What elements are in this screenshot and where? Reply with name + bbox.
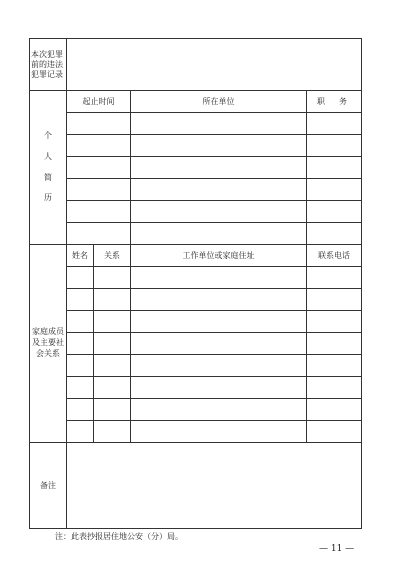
resume-row [30,135,362,157]
family-phone-cell[interactable] [307,289,362,311]
resume-duty-cell[interactable] [307,201,362,223]
resume-unit-cell[interactable] [131,113,307,135]
remarks-row [30,443,362,529]
family-row [30,289,362,311]
family-phone-header: 联系电话 [307,245,362,267]
resume-unit-cell[interactable] [131,157,307,179]
resume-period-cell[interactable] [67,157,131,179]
resume-row [30,201,362,223]
family-row [30,377,362,399]
family-address-cell[interactable] [131,355,307,377]
resume-label: 个人简历 [44,130,52,203]
resume-duty-cell[interactable] [307,113,362,135]
resume-period-header: 起止时间 [67,91,131,113]
prior-crimes-row [30,39,362,91]
family-name-cell[interactable] [67,355,94,377]
family-name-cell[interactable] [67,377,94,399]
resume-period-cell[interactable] [67,135,131,157]
family-relation-cell[interactable] [94,421,131,443]
family-phone-cell[interactable] [307,311,362,333]
family-name-cell[interactable] [67,267,94,289]
remarks-label-cell [30,443,67,529]
family-relation-header: 关系 [94,245,131,267]
resume-unit-cell[interactable] [131,223,307,245]
family-relation-cell[interactable] [94,355,131,377]
family-row [30,421,362,443]
resume-period-cell[interactable] [67,113,131,135]
family-phone-cell[interactable] [307,399,362,421]
page-number: — 11 — [319,544,355,554]
family-row [30,399,362,421]
family-address-cell[interactable] [131,377,307,399]
family-address-header: 工作单位或家庭住址 [131,245,307,267]
resume-period-cell[interactable] [67,179,131,201]
family-relation-cell[interactable] [94,267,131,289]
family-name-cell[interactable] [67,333,94,355]
resume-row [30,223,362,245]
family-relation-cell[interactable] [94,377,131,399]
family-address-cell[interactable] [131,267,307,289]
family-label: 家庭成员及主要社会关系 [32,327,64,358]
family-name-cell[interactable] [67,399,94,421]
prior-crimes-label: 本次犯罪前的违法犯罪记录 [31,49,63,79]
prior-crimes-label-cell [30,39,67,91]
family-row [30,267,362,289]
family-name-header: 姓名 [67,245,94,267]
footer-note: 注：此表抄报居住地公安（分）局。 [55,532,183,541]
family-phone-cell[interactable] [307,333,362,355]
resume-unit-cell[interactable] [131,179,307,201]
family-row [30,311,362,333]
resume-duty-header: 职务 [307,91,362,113]
resume-period-cell[interactable] [67,201,131,223]
resume-row [30,157,362,179]
family-phone-cell[interactable] [307,421,362,443]
resume-unit-cell[interactable] [131,135,307,157]
family-phone-cell[interactable] [307,377,362,399]
resume-unit-header: 所在单位 [131,91,307,113]
family-address-cell[interactable] [131,311,307,333]
resume-unit-cell[interactable] [131,201,307,223]
family-address-cell[interactable] [131,399,307,421]
family-relation-cell[interactable] [94,289,131,311]
family-header-row [30,245,362,267]
family-phone-cell[interactable] [307,267,362,289]
resume-period-cell[interactable] [67,223,131,245]
registration-form-table [29,38,362,529]
family-name-cell[interactable] [67,311,94,333]
family-address-cell[interactable] [131,333,307,355]
remarks-label: 备注 [40,480,56,490]
resume-row [30,113,362,135]
remarks-field[interactable] [67,443,362,529]
family-row [30,355,362,377]
family-name-cell[interactable] [67,421,94,443]
family-relation-cell[interactable] [94,311,131,333]
prior-crimes-field[interactable] [67,39,362,91]
family-relation-cell[interactable] [94,399,131,421]
family-name-cell[interactable] [67,289,94,311]
resume-duty-cell[interactable] [307,157,362,179]
resume-label-cell [30,91,67,245]
family-label-cell [30,245,67,443]
resume-duty-cell[interactable] [307,135,362,157]
resume-duty-cell[interactable] [307,179,362,201]
resume-row [30,179,362,201]
resume-header-row [30,91,362,113]
resume-duty-cell[interactable] [307,223,362,245]
family-row [30,333,362,355]
family-relation-cell[interactable] [94,333,131,355]
family-address-cell[interactable] [131,421,307,443]
family-address-cell[interactable] [131,289,307,311]
family-phone-cell[interactable] [307,355,362,377]
